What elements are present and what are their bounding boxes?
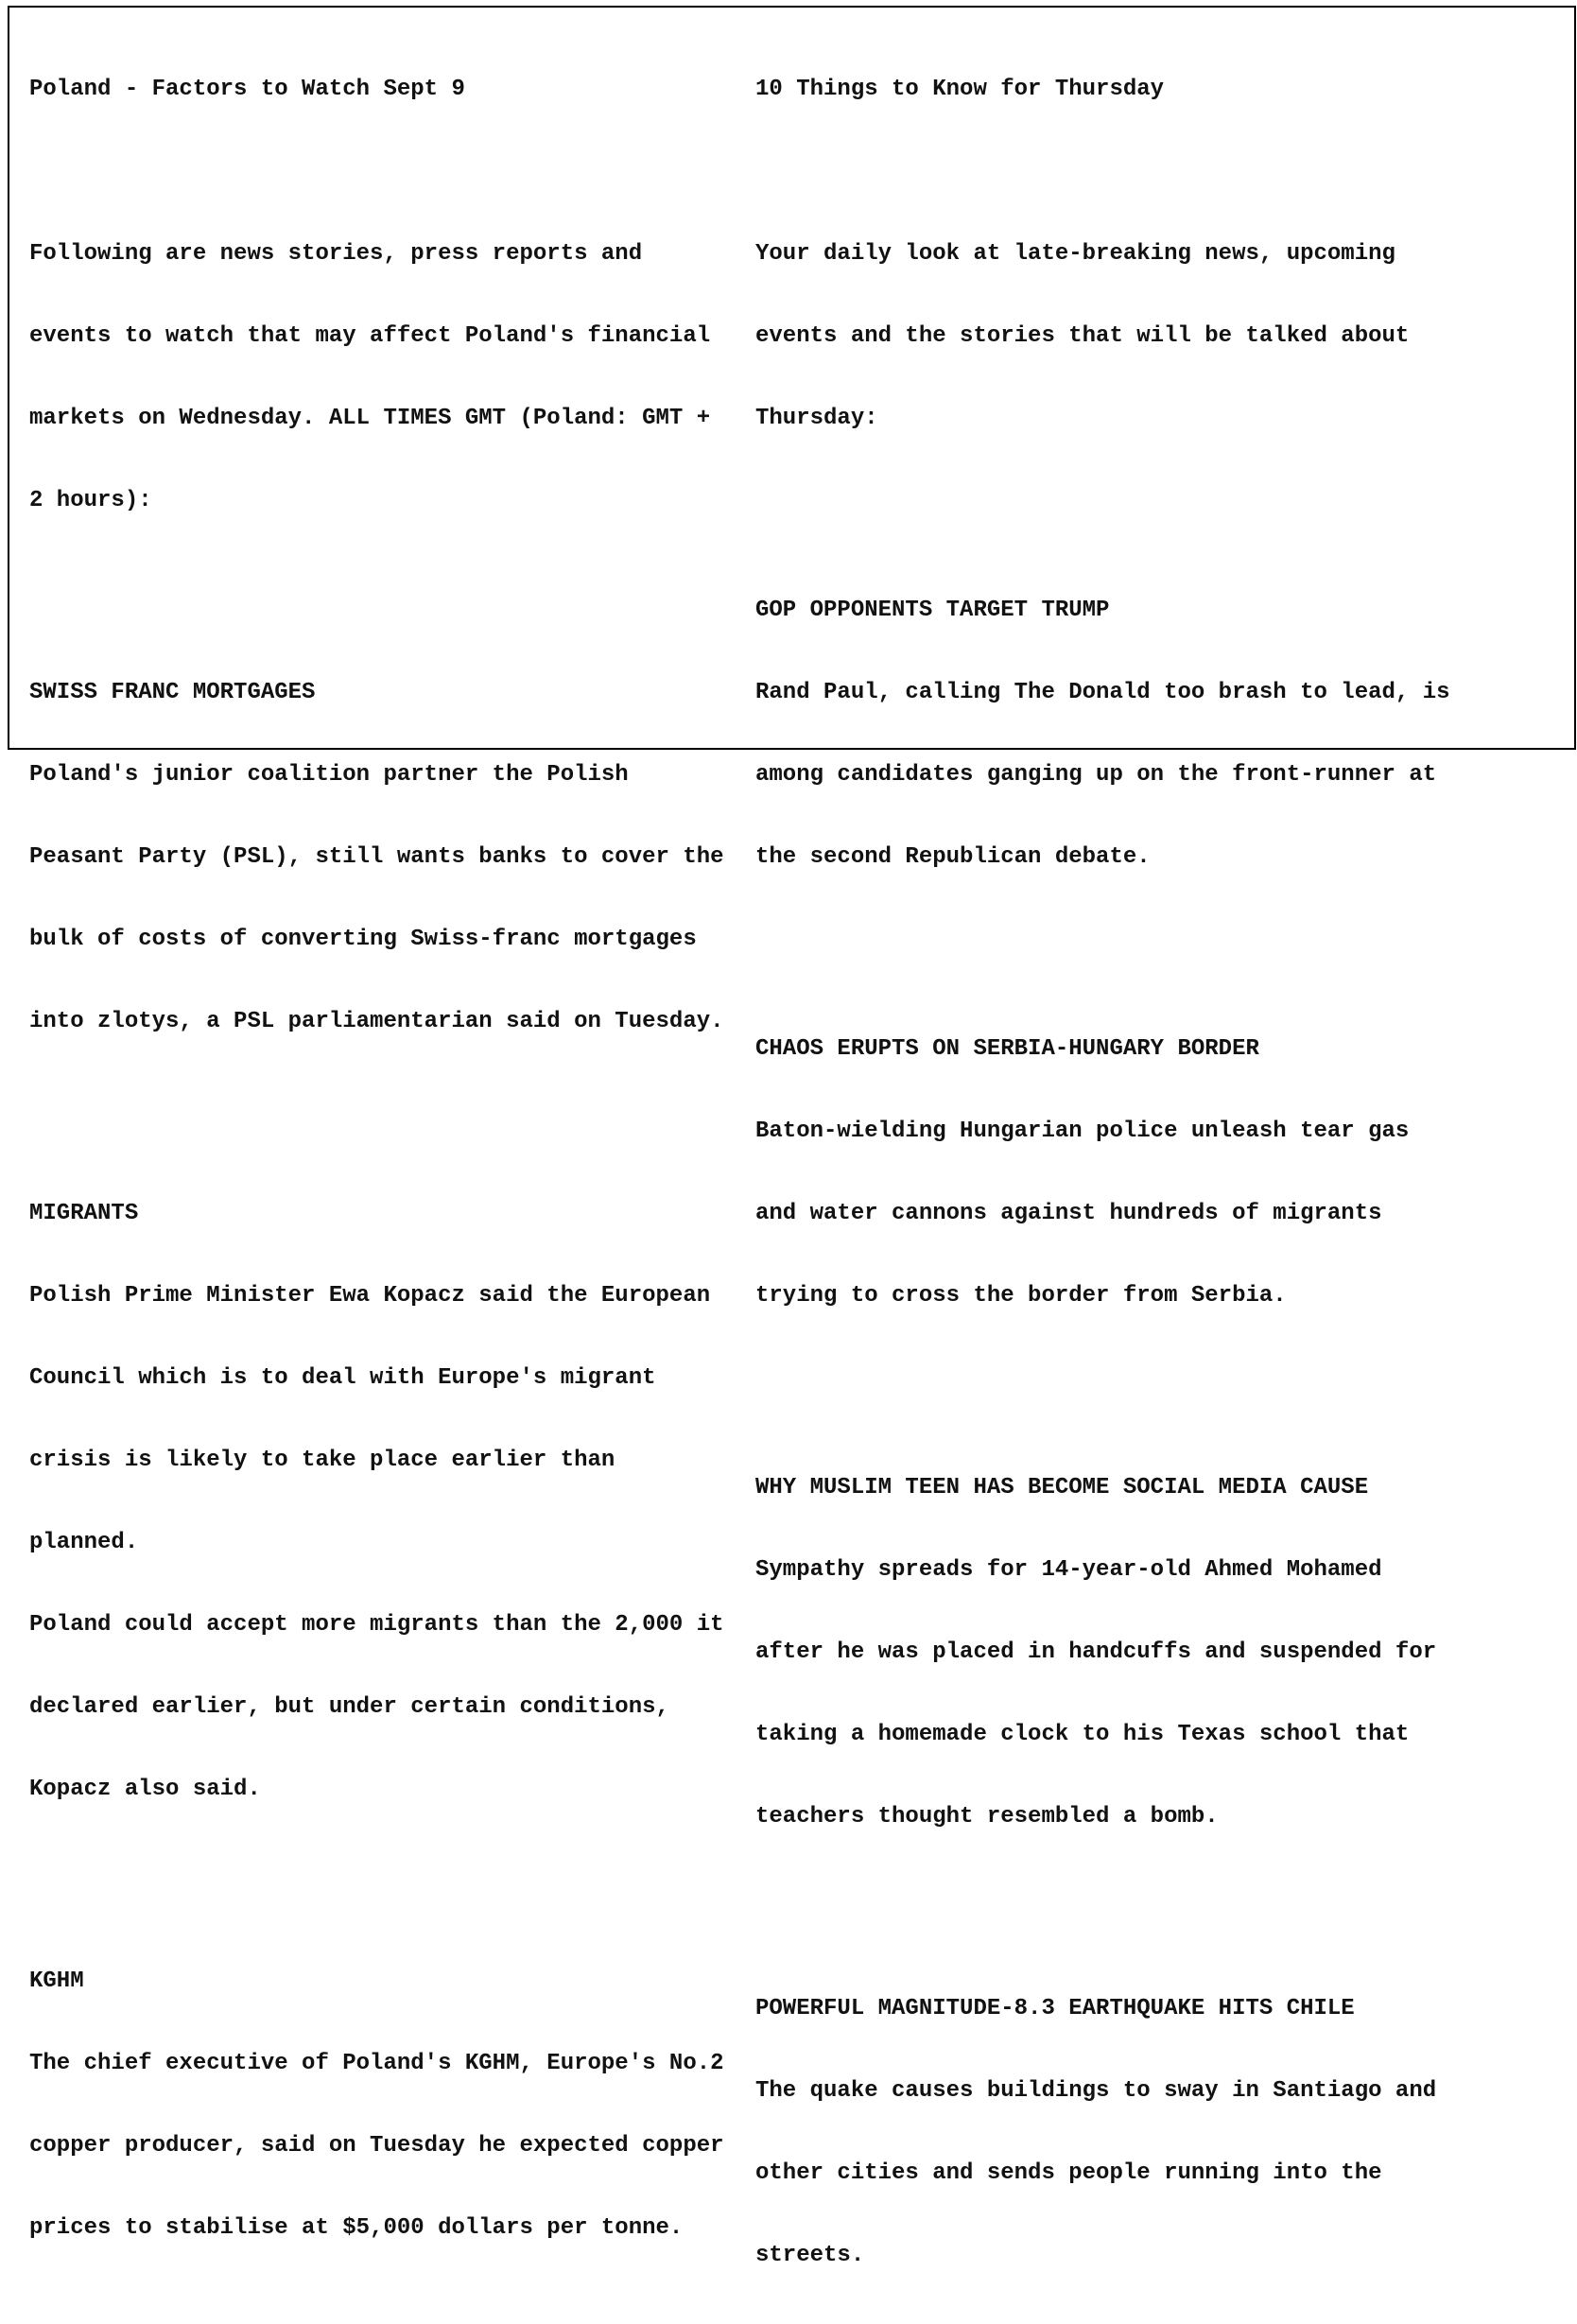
blank-line: [29, 1858, 757, 1885]
blank-line: [755, 926, 1540, 953]
section-body-line: streets.: [755, 2243, 865, 2268]
blank-line: [29, 569, 757, 597]
left-column-title: Poland - Factors to Watch Sept 9: [29, 77, 465, 102]
section-body-line: among candidates ganging up on the front-runner at: [755, 762, 1437, 788]
section-body-line: and water cannons against hundreds of migrants: [755, 1201, 1382, 1226]
section-body-line: crisis is likely to take place earlier than: [29, 1448, 615, 1473]
left-news-column: [29, 21, 757, 2297]
section-body-line: Baton-wielding Hungarian police unleash tear gas: [755, 1119, 1410, 1144]
document-frame: [8, 6, 1576, 2268]
section-body-line: teachers thought resembled a bomb.: [755, 1804, 1219, 1830]
left-intro-line: Following are news stories, press reports and: [29, 241, 643, 267]
section-heading-swiss-franc: SWISS FRANC MORTGAGES: [29, 680, 316, 705]
section-heading-muslim-teen: WHY MUSLIM TEEN HAS BECOME SOCIAL MEDIA CAUSE: [755, 1475, 1369, 1500]
section-body-line: copper producer, said on Tuesday he expected copper: [29, 2133, 724, 2159]
section-body-line: Poland's junior coalition partner the Polish: [29, 762, 629, 788]
left-intro-line: markets on Wednesday. ALL TIMES GMT (Poland: GMT +: [29, 406, 711, 431]
left-intro-line: events to watch that may affect Poland's financial: [29, 323, 711, 349]
section-body-line: Kopacz also said.: [29, 1777, 261, 1802]
section-body-line: Council which is to deal with Europe's migrant: [29, 1365, 656, 1391]
section-heading-kghm: KGHM: [29, 1968, 84, 1994]
blank-line: [755, 1885, 1540, 1913]
section-body-line: The quake causes buildings to sway in Santiago and: [755, 2078, 1437, 2104]
section-body-line: other cities and sends people running into the: [755, 2160, 1382, 2186]
section-body-line: bulk of costs of converting Swiss-franc mortgages: [29, 927, 697, 952]
section-body-line: The chief executive of Poland's KGHM, Europe's No.2: [29, 2051, 724, 2076]
section-body-line: prices to stabilise at $5,000 dollars per tonne.: [29, 2215, 684, 2241]
right-intro-line: Your daily look at late-breaking news, upcoming: [755, 241, 1395, 267]
section-body-line: taking a homemade clock to his Texas school that: [755, 1722, 1410, 1747]
section-heading-serbia-hungary: CHAOS ERUPTS ON SERBIA-HUNGARY BORDER: [755, 1036, 1259, 1062]
section-body-line: Sympathy spreads for 14-year-old Ahmed Mohamed: [755, 1557, 1382, 1583]
blank-line: [755, 487, 1540, 514]
section-body-line: Poland could accept more migrants than the 2,000 it: [29, 1612, 724, 1638]
right-news-column: [755, 21, 1540, 2324]
section-body-line: declared earlier, but under certain conditions,: [29, 1694, 669, 1720]
section-body-line: after he was placed in handcuffs and suspended for: [755, 1639, 1437, 1665]
section-body-line: Polish Prime Minister Ewa Kopacz said the European: [29, 1283, 711, 1309]
section-heading-gop-opponents: GOP OPPONENTS TARGET TRUMP: [755, 598, 1110, 623]
section-body-line: Rand Paul, calling The Donald too brash to lead, is: [755, 680, 1450, 705]
section-body-line: the second Republican debate.: [755, 844, 1151, 870]
blank-line: [755, 158, 1540, 185]
left-intro-line: 2 hours):: [29, 488, 152, 513]
section-body-line: into zlotys, a PSL parliamentarian said on Tuesday.: [29, 1009, 724, 1034]
section-heading-chile-earthquake: POWERFUL MAGNITUDE-8.3 EARTHQUAKE HITS CHILE: [755, 1996, 1355, 2021]
blank-line: [29, 158, 757, 185]
section-body-line: trying to cross the border from Serbia.: [755, 1283, 1287, 1309]
blank-line: [29, 1090, 757, 1118]
blank-line: [755, 1364, 1540, 1392]
section-heading-migrants: MIGRANTS: [29, 1201, 139, 1226]
right-column-title: 10 Things to Know for Thursday: [755, 77, 1165, 102]
section-body-line: planned.: [29, 1530, 139, 1555]
section-body-line: Peasant Party (PSL), still wants banks to cover the: [29, 844, 724, 870]
right-intro-line: Thursday:: [755, 406, 878, 431]
right-intro-line: events and the stories that will be talked about: [755, 323, 1410, 349]
